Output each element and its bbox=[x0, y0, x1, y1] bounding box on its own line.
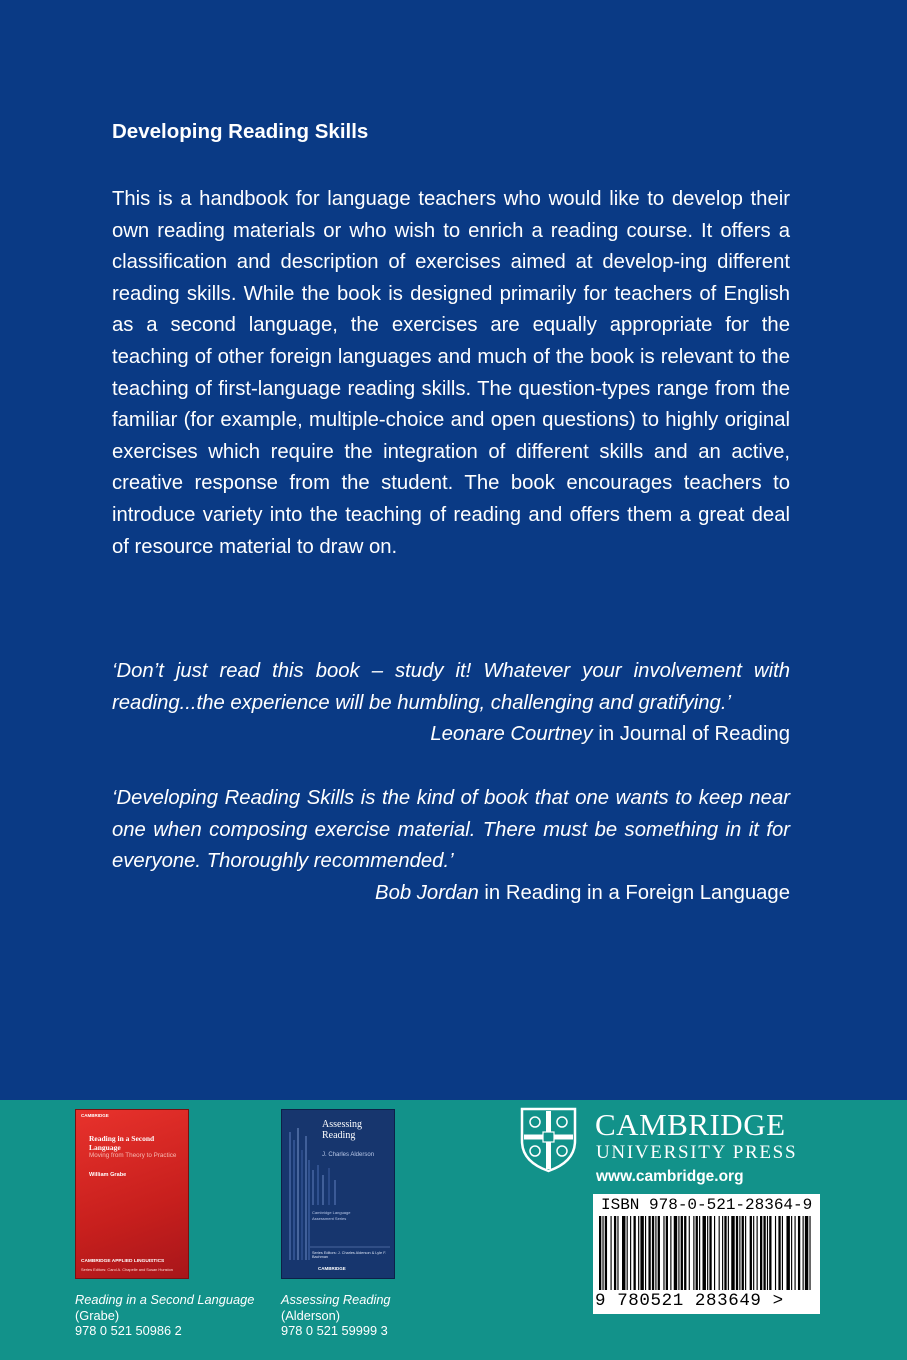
barcode-bar bbox=[703, 1216, 706, 1290]
barcode-bar bbox=[652, 1216, 654, 1290]
barcode-bar bbox=[684, 1216, 686, 1290]
quote-attribution bbox=[112, 878, 790, 910]
barcode-bar bbox=[731, 1216, 734, 1290]
quote-text: ‘Developing Reading Skills is the kind of book that one wants to keep near one when composing exercise material. There must be something in it for everyone. Thoroughly recommended.’ bbox=[112, 787, 790, 873]
barcode-bar bbox=[599, 1216, 601, 1290]
cover-author: William Grabe bbox=[89, 1172, 127, 1178]
related-book-caption bbox=[281, 1292, 391, 1339]
cover-title: Assessing Reading bbox=[322, 1119, 363, 1141]
barcode-bar bbox=[750, 1216, 752, 1290]
barcode-bar bbox=[666, 1216, 668, 1290]
barcode-digits: 9 780521 283649 > bbox=[595, 1291, 784, 1311]
cover-editors: Series Editors: Carol A. Chapelle and Susan Hunston bbox=[81, 1267, 173, 1272]
university-crest-icon bbox=[520, 1107, 577, 1173]
related-book-cover bbox=[281, 1109, 395, 1279]
barcode-bar bbox=[782, 1216, 783, 1290]
barcode-bar bbox=[809, 1216, 810, 1290]
cover-publisher: CAMBRIDGE bbox=[81, 1113, 109, 1118]
publisher-name: CAMBRIDGE bbox=[595, 1107, 786, 1142]
publisher-url: www.cambridge.org bbox=[596, 1168, 744, 1185]
review-quote bbox=[112, 783, 790, 909]
book-title: Developing Reading Skills bbox=[112, 120, 369, 143]
barcode-bar bbox=[602, 1216, 603, 1290]
barcode-bars bbox=[599, 1216, 813, 1292]
crest-lion bbox=[530, 1117, 540, 1127]
caption-author: (Alderson) bbox=[281, 1307, 341, 1323]
barcode-bar bbox=[678, 1216, 679, 1290]
barcode-bar bbox=[605, 1216, 607, 1290]
cover-subtitle: Moving from Theory to Practice bbox=[89, 1152, 177, 1159]
cover-title: Reading in a Second Language bbox=[89, 1134, 155, 1152]
barcode-bar bbox=[805, 1216, 808, 1290]
barcode-bar bbox=[638, 1216, 639, 1290]
barcode-bar bbox=[778, 1216, 780, 1290]
barcode-bar bbox=[627, 1216, 628, 1290]
cover-series: Cambridge Language Assessment Series bbox=[312, 1210, 351, 1221]
cover-series: CAMBRIDGE APPLIED LINGUISTICS bbox=[81, 1259, 165, 1264]
isbn-barcode bbox=[593, 1194, 820, 1314]
barcode-bar bbox=[728, 1216, 729, 1290]
barcode-bar bbox=[722, 1216, 723, 1290]
quote-text: ‘Don’t just read this book – study it! Whatever your involvement with reading...the experience will be humbling, challenging and gratifying.’ bbox=[112, 660, 790, 714]
barcode-bar bbox=[791, 1216, 792, 1290]
review-source: in Reading in a Foreign Language bbox=[478, 881, 790, 904]
barcode-bar bbox=[798, 1216, 800, 1290]
review-source: in Journal of Reading bbox=[592, 723, 790, 746]
crest-lion bbox=[530, 1146, 540, 1156]
barcode-bar bbox=[617, 1216, 618, 1290]
barcode-bar bbox=[622, 1216, 625, 1290]
barcode-bar bbox=[611, 1216, 612, 1290]
footer-band bbox=[0, 1100, 907, 1360]
barcode-bar bbox=[670, 1216, 671, 1290]
barcode-bar bbox=[696, 1216, 698, 1290]
crest-book bbox=[543, 1132, 554, 1142]
related-book-cover bbox=[75, 1109, 189, 1279]
barcode-bar bbox=[742, 1216, 744, 1290]
barcode-bar bbox=[753, 1216, 754, 1290]
barcode-bar bbox=[760, 1216, 762, 1290]
caption-author: (Grabe) bbox=[75, 1307, 120, 1323]
book-description: This is a handbook for language teachers who would like to develop their own reading materials or who wish to enrich a reading course. It offers a classification and description of exercises aimed at develop-ing different reading skills. While the book is designed primarily for teachers of English as a second language, the exercises are equally appropriate for the teaching of other foreign languages and much of the book is relevant to the teaching of first-language reading skills. The question-types range from the familiar (for example, multiple-choice and open questions) to highly original exercises which require the integration of different skills and an active, creative response from the student. The book encourages teachers to introduce variety into the teaching of reading and offers them a great deal of resource material to draw on. bbox=[112, 188, 790, 558]
barcode-bar bbox=[775, 1216, 776, 1290]
barcode-bar bbox=[795, 1216, 796, 1290]
barcode-bar bbox=[634, 1216, 636, 1290]
reviewer-name: Leonare Courtney bbox=[430, 723, 593, 746]
caption-isbn: 978 0 521 50986 2 bbox=[75, 1323, 182, 1338]
barcode-bar bbox=[769, 1216, 771, 1290]
barcode-bar bbox=[745, 1216, 746, 1290]
barcode-bar bbox=[663, 1216, 664, 1290]
barcode-bar bbox=[645, 1216, 646, 1290]
barcode-bar bbox=[648, 1216, 650, 1290]
barcode-bar bbox=[614, 1216, 616, 1290]
publisher-subname: UNIVERSITY PRESS bbox=[596, 1142, 798, 1163]
barcode-bar bbox=[763, 1216, 765, 1290]
cover-publisher: CAMBRIDGE bbox=[318, 1266, 346, 1271]
barcode-bar bbox=[674, 1216, 677, 1290]
crest-lion bbox=[557, 1146, 567, 1156]
barcode-bar bbox=[714, 1216, 715, 1290]
barcode-bar bbox=[719, 1216, 720, 1290]
related-book-caption bbox=[75, 1292, 254, 1339]
barcode-bar bbox=[681, 1216, 683, 1290]
barcode-bar bbox=[699, 1216, 700, 1290]
barcode-bar bbox=[739, 1216, 740, 1290]
barcode-bar bbox=[757, 1216, 758, 1290]
barcode-bar bbox=[689, 1216, 690, 1290]
crest-lion bbox=[557, 1117, 567, 1127]
caption-isbn: 978 0 521 59999 3 bbox=[281, 1323, 388, 1338]
barcode-bar bbox=[707, 1216, 708, 1290]
review-quote bbox=[112, 656, 790, 751]
barcode-bar bbox=[786, 1216, 789, 1290]
barcode-bar bbox=[658, 1216, 660, 1290]
quote-attribution bbox=[112, 719, 790, 751]
barcode-bar bbox=[767, 1216, 768, 1290]
barcode-bar bbox=[655, 1216, 656, 1290]
cover-author: J. Charles Alderson bbox=[322, 1152, 375, 1158]
barcode-bar bbox=[736, 1216, 738, 1290]
caption-title: Assessing Reading bbox=[281, 1292, 391, 1307]
reviewer-name: Bob Jordan bbox=[375, 881, 479, 904]
barcode-bar bbox=[640, 1216, 643, 1290]
isbn-label: ISBN 978-0-521-28364-9 bbox=[601, 1196, 813, 1214]
barcode-bar bbox=[693, 1216, 694, 1290]
barcode-bar bbox=[724, 1216, 726, 1290]
barcode-bar bbox=[803, 1216, 804, 1290]
barcode-bar bbox=[709, 1216, 711, 1290]
barcode-bar bbox=[630, 1216, 631, 1290]
cover-editors: Series Editors: J. Charles Alderson & Lyle F. Bachman bbox=[312, 1251, 387, 1259]
caption-title: Reading in a Second Language bbox=[75, 1292, 255, 1307]
